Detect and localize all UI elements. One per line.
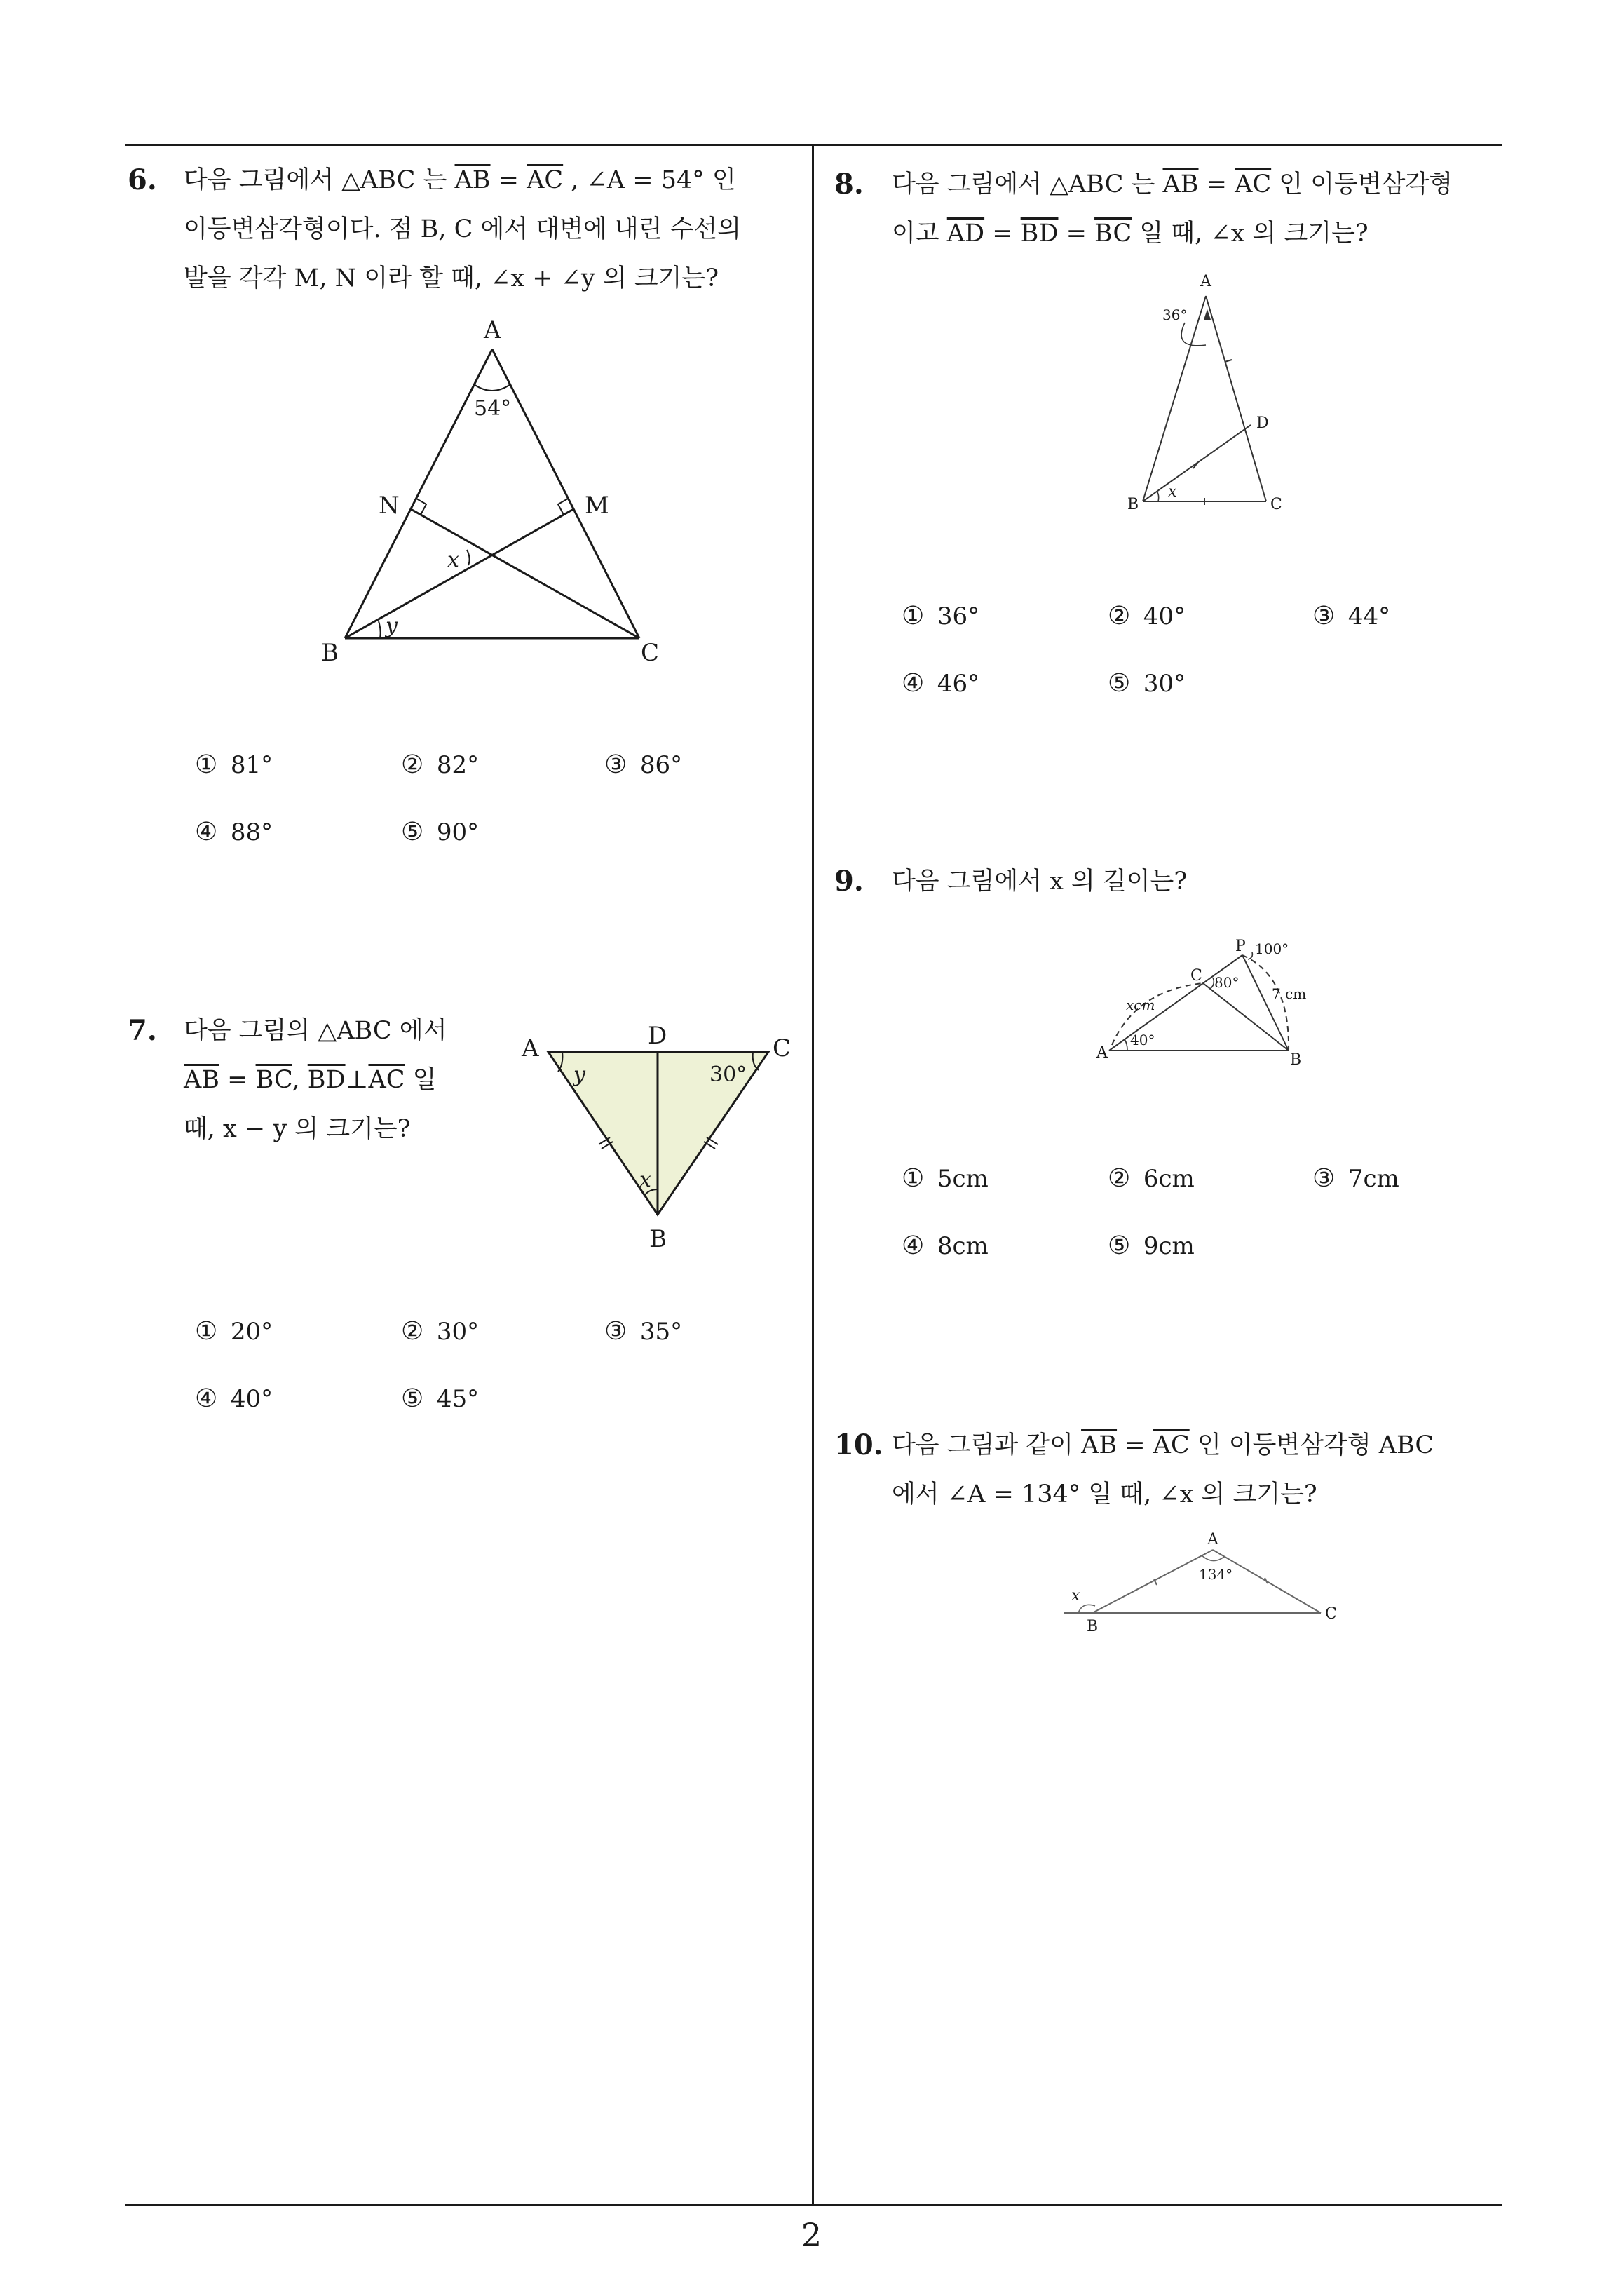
choice-1[interactable] [902,1164,989,1193]
choice-mark: ③ [1312,602,1336,630]
segment-ab: $\overline{AB}$ [184,1066,219,1094]
label-n: N [379,492,400,520]
altitude-cn [411,509,639,638]
label-d: D [648,1022,667,1050]
choice-mark: ④ [195,818,218,846]
choice-1[interactable] [195,1317,273,1346]
text-run: , [292,1066,308,1094]
label-c: C [1270,496,1282,513]
text-line: 발을 각각 M, N 이라 할 때, ∠x + ∠y 의 크기는? [184,264,719,292]
choice-text: 6cm [1143,1165,1195,1193]
choice-text: 40° [1143,602,1186,630]
side-ac [1206,296,1266,501]
column-divider [812,144,814,2206]
label-angle-a: 40° [1130,1032,1155,1048]
choice-text: 90° [436,818,480,846]
label-b: B [321,639,339,667]
label-angle-p: 100° [1255,940,1289,957]
label-b: B [649,1225,667,1253]
text-line: 에서 ∠A = 134° 일 때, ∠x 의 크기는? [892,1480,1317,1508]
label-m: M [585,492,609,520]
label-p: P [1235,938,1246,955]
label-x: x [1168,483,1177,501]
text-run: , ∠A = 54° 인 [563,166,736,194]
choice-mark: ③ [604,1317,627,1346]
choice-5[interactable] [401,1384,479,1413]
side-ab [1092,1550,1213,1613]
choice-4[interactable] [195,1384,273,1413]
label-y: y [573,1062,585,1087]
angle-arc-a [1202,1555,1224,1561]
question-number: 6. [128,163,157,196]
angle-arc-x [1078,1605,1095,1613]
choice-4[interactable] [195,818,273,846]
question-number: 8. [834,168,864,201]
segment-bc: $\overline{BC}$ [255,1066,292,1094]
q7-triangle-figure [519,1024,799,1255]
text-run: 이고 [892,220,947,248]
label-angle-a: 134° [1199,1566,1233,1583]
angle-arc-y [379,621,381,638]
choice-5[interactable] [1108,1231,1195,1260]
label-angle-a: 54° [474,396,512,421]
altitude-bm [345,509,573,638]
choice-text: 5cm [937,1165,989,1193]
choice-mark: ③ [604,750,627,779]
choice-mark: ② [401,1317,424,1346]
bottom-rule [125,2204,1502,2206]
choice-5[interactable] [401,818,479,846]
choice-mark: ① [902,602,925,630]
text-run: = [490,166,527,194]
text-run: = [219,1066,256,1094]
segment-ab: $\overline{AB}$ [1162,170,1199,198]
choice-mark: ② [1108,602,1131,630]
segment-ac: $\overline{AC}$ [1153,1431,1190,1459]
label-b: B [1087,1618,1099,1635]
choice-text: 81° [230,751,273,779]
choice-text: 30° [1143,670,1186,698]
text-run: = [1117,1431,1153,1459]
segment-bc: $\overline{BC}$ [1094,220,1132,248]
choice-3[interactable] [1312,1164,1399,1193]
choice-text: 36° [937,602,980,630]
choice-mark: ① [195,750,218,779]
side-ab [345,349,492,638]
side-ac [492,349,639,638]
choice-text: 46° [937,670,980,698]
label-b: B [1127,496,1139,513]
label-side: 7 cm [1272,985,1307,1002]
segment-ab: $\overline{AB}$ [1081,1431,1118,1459]
question-text [892,857,1187,906]
choice-text: 35° [639,1318,683,1346]
label-a: A [484,316,501,344]
segment-ab: $\overline{AB}$ [454,166,491,194]
choice-text: 86° [639,751,683,779]
side-pb [1242,955,1289,1051]
text-run: 인 이등변삼각형 ABC [1189,1431,1434,1459]
label-x: x [447,548,459,572]
choice-3[interactable] [604,1317,682,1346]
label-a: A [1096,1044,1108,1062]
choice-mark: ④ [195,1384,218,1413]
text-line: 때, x − y 의 크기는? [184,1115,411,1143]
choice-mark: ② [1108,1164,1131,1193]
q10-triangle-figure [1052,1522,1360,1648]
choice-text: 45° [436,1385,480,1413]
text-run: 다음 그림에서 △ABC 는 [892,170,1163,198]
arrow-a [1204,311,1210,320]
question-text [184,1006,447,1154]
choice-5[interactable] [1108,669,1186,698]
text-line: 다음 그림에서 x 의 길이는? [892,867,1188,896]
choice-text: 7cm [1347,1165,1399,1193]
label-angle-c: 30° [709,1062,747,1087]
question-number: 7. [128,1014,157,1047]
text-run: = [984,220,1021,248]
q6-triangle-figure [308,309,687,673]
choice-mark: ③ [1312,1164,1336,1193]
choice-3[interactable] [604,750,682,779]
angle-arc-c [1210,978,1214,989]
choice-1[interactable] [902,602,979,630]
text-run: 인 이등변삼각형 [1271,170,1453,198]
choice-1[interactable] [195,750,273,779]
choice-text: 9cm [1143,1232,1195,1260]
angle-arc-a [474,384,510,391]
choice-text: 88° [230,818,273,846]
text-run: = [1058,220,1095,248]
segment-bd: $\overline{BD}$ [307,1066,346,1094]
label-a: A [1200,273,1211,290]
question-text [892,160,1453,258]
choice-mark: ② [401,750,424,779]
label-x-cm: xcm [1126,997,1155,1013]
perp-symbol: ⊥ [345,1066,369,1094]
label-c: C [641,639,660,667]
choice-2[interactable] [1108,602,1186,630]
label-c: C [1190,967,1202,985]
segment-bd: $\overline{BD}$ [1020,220,1059,248]
choice-2[interactable] [401,1317,479,1346]
text-run: = [1198,170,1235,198]
choice-3[interactable] [1312,602,1390,630]
question-text [184,156,741,303]
text-line: 다음 그림의 △ABC 에서 [184,1017,447,1045]
choice-mark: ⑤ [1108,1231,1131,1260]
label-y: y [386,614,398,638]
segment-ac: $\overline{AC}$ [368,1066,405,1094]
tick-ad [1225,360,1232,362]
angle-arc-x [1157,491,1159,501]
label-x: x [639,1168,651,1192]
label-angle-a: 36° [1162,306,1188,323]
choice-2[interactable] [401,750,479,779]
choice-mark: ① [902,1164,925,1193]
text-run: 일 [405,1066,437,1094]
label-angle-c: 80° [1214,974,1240,991]
question-text [892,1421,1434,1519]
label-a: A [522,1034,539,1062]
text-run: 다음 그림에서 △ABC 는 [184,166,455,194]
question-number: 10. [834,1429,883,1461]
segment-ac: $\overline{AC}$ [527,166,564,194]
choice-text: 8cm [937,1232,989,1260]
label-c: C [773,1034,792,1062]
angle-arc-a [1125,1039,1127,1051]
angle-arc-p [1248,952,1252,959]
q8-triangle-figure [1108,266,1304,519]
choice-4[interactable] [902,669,979,698]
segment-ad: $\overline{AD}$ [946,220,985,248]
question-number: 9. [834,865,864,898]
segment-ac: $\overline{AC}$ [1235,170,1272,198]
choice-2[interactable] [1108,1164,1195,1193]
label-b: B [1290,1051,1302,1069]
angle-arc-x [467,550,470,565]
choice-text: 20° [230,1318,273,1346]
choice-mark: ① [195,1317,218,1346]
page-number: 2 [801,2216,822,2254]
choice-text: 40° [230,1385,273,1413]
choice-mark: ⑤ [401,818,424,846]
choice-mark: ④ [902,1231,925,1260]
text-run: 다음 그림과 같이 [892,1431,1082,1459]
choice-4[interactable] [902,1231,989,1260]
label-x: x [1071,1587,1080,1605]
choice-mark: ④ [902,669,925,698]
text-line: 이등변삼각형이다. 점 B, C 에서 대변에 내린 수선의 [184,215,742,243]
label-a: A [1207,1531,1218,1548]
choice-text: 30° [436,1318,480,1346]
choice-mark: ⑤ [1108,669,1131,698]
label-c: C [1325,1605,1337,1623]
q9-triangle-figure [1087,926,1325,1073]
text-run: 일 때, ∠x 의 크기는? [1132,220,1369,248]
choice-mark: ⑤ [401,1384,424,1413]
choice-text: 82° [436,751,480,779]
side-ab [1143,296,1206,501]
choice-text: 44° [1347,602,1391,630]
label-d: D [1256,414,1269,432]
